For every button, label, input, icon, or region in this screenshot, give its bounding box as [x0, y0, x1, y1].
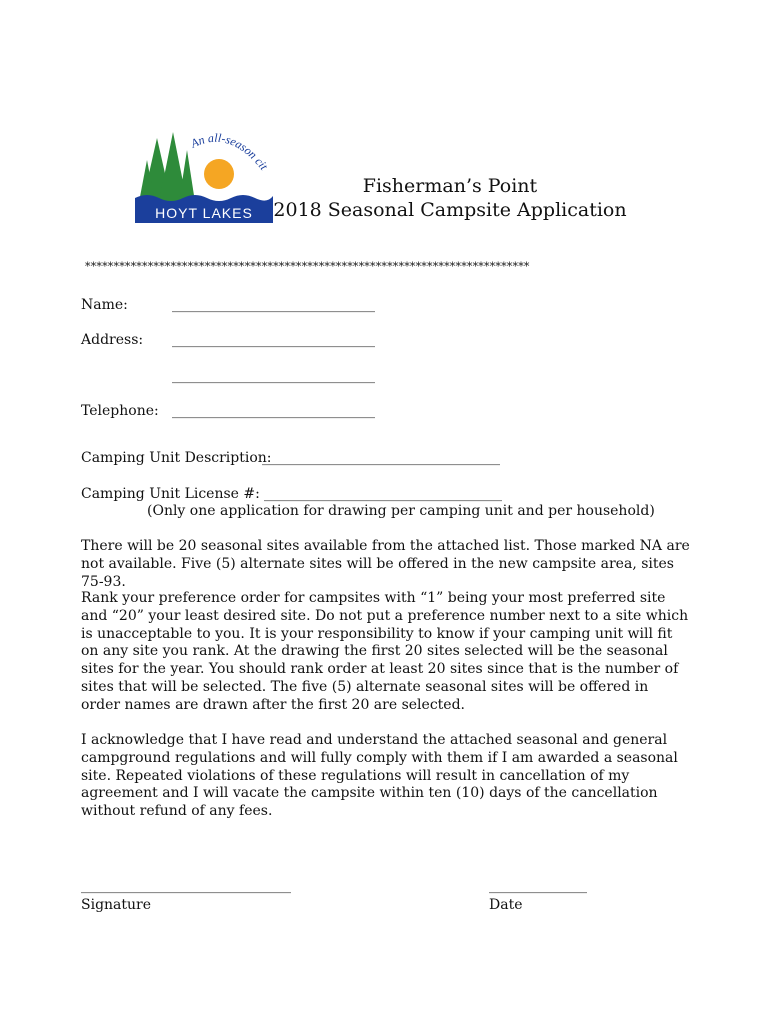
address-field-line2[interactable]: _____________________________ — [172, 368, 375, 384]
application-note: (Only one application for drawing per camping unit and per household) — [147, 503, 655, 519]
unit-license-label: Camping Unit License #: — [81, 486, 260, 502]
asterisk-divider: ****************************************************************************** — [85, 260, 530, 273]
sites-available-paragraph: There will be 20 seasonal sites available from the attached list. Those marked NA are not available. Five (5) alternate sites will be offered in the new campsite area, sites 75-93. — [81, 538, 690, 590]
signature-label: Signature — [81, 897, 152, 913]
logo-name: HOYT LAKES — [155, 205, 253, 221]
telephone-label: Telephone: — [81, 403, 159, 419]
address-field-line1[interactable]: _____________________________ — [172, 332, 375, 348]
page-subtitle: 2018 Seasonal Campsite Application — [273, 199, 627, 221]
address-label: Address: — [81, 332, 144, 348]
date-field[interactable]: ______________ — [489, 878, 587, 894]
unit-description-label: Camping Unit Description: — [81, 450, 272, 466]
sun-icon — [204, 159, 234, 189]
pine-trees-icon — [139, 132, 195, 202]
name-label: Name: — [81, 297, 128, 313]
name-field[interactable]: _____________________________ — [172, 297, 375, 313]
date-label: Date — [489, 897, 523, 913]
signature-field[interactable]: ______________________________ — [81, 878, 291, 894]
acknowledgement-paragraph: I acknowledge that I have read and understand the attached seasonal and general campground regulations and will fully comply with them if I am awarded a seasonal site. Repeated violations of these regulations will result in cancellation of my agreement and I will vacate the campsite within ten (10) days of the cancellation without refund of any fees. — [81, 732, 678, 820]
telephone-field[interactable]: _____________________________ — [172, 403, 375, 419]
page-title: Fisherman’s Point — [362, 175, 538, 197]
ranking-instructions-paragraph: Rank your preference order for campsites with “1” being your most preferred site and “20” your least desired site. Do not put a preference number next to a site which is unacceptable to you. It is your responsibility to know if your camping unit will fit on any site you rank. At the drawing the first 20 sites selected will be the seasonal sites for the year. You should rank order at least 20 sites since that is the number of sites that will be selected. The five (5) alternate seasonal sites will be offered in order names are drawn after the first 20 are selected. — [81, 590, 689, 713]
unit-description-field[interactable]: __________________________________ — [262, 450, 500, 466]
logo-arc-text: An all-season cit — [188, 130, 271, 173]
unit-license-field[interactable]: __________________________________ — [264, 486, 502, 502]
